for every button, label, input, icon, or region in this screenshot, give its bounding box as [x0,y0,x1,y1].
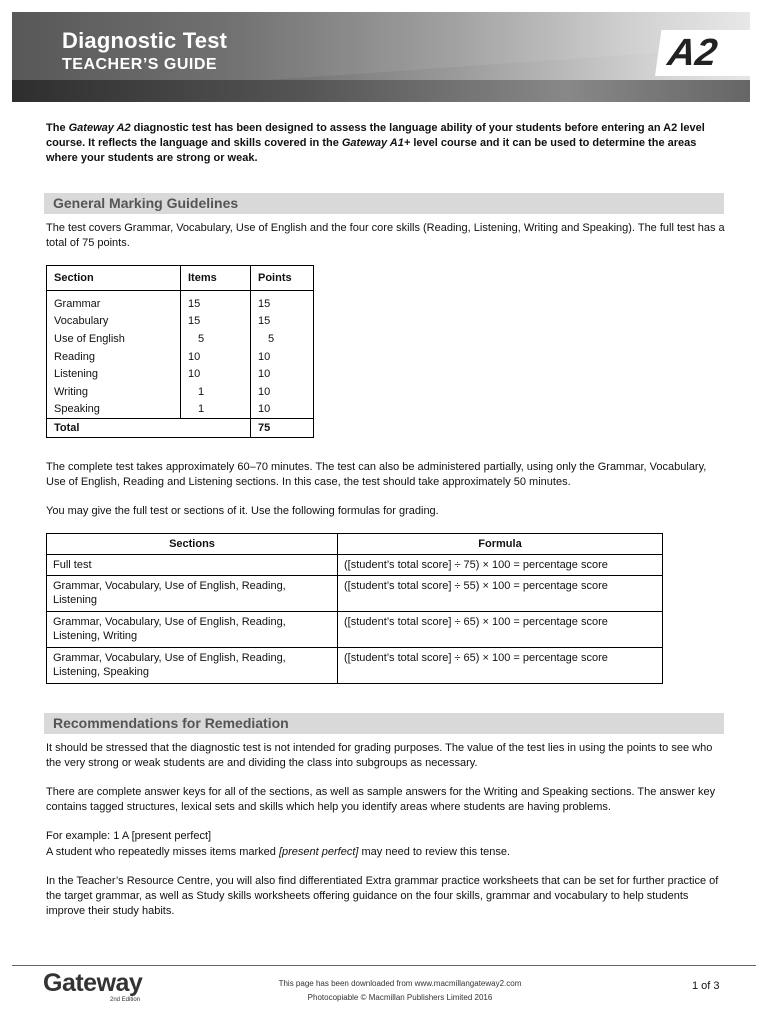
course-name: Gateway A2 [68,122,131,134]
table-header-row [47,534,663,555]
cell-sections: Grammar, Vocabulary, Use of English, Reading, Listening [47,576,338,612]
table-row [47,330,314,348]
cell-items: 10 [181,348,251,366]
cell-items: 15 [181,291,251,313]
remediation-paragraph-2: There are complete answer keys for all of the sections, as well as sample answers for the Writing and Speaking sections. The answer key contains tagged structures, lexical sets and skills which help you identify areas where students are having problems. [46,786,716,813]
example-tag: [present perfect] [278,846,359,858]
download-notice: This page has been downloaded from www.macmillangateway2.com [278,979,522,988]
cell-points: 15 [251,291,314,313]
table-header-row [47,266,314,291]
table-row [47,612,663,648]
table-row [47,555,663,576]
level-badge: A2 [655,30,750,76]
cell-section: Grammar [47,291,181,313]
table-row [47,365,314,383]
example-explanation [46,845,726,860]
cell-points: 10 [251,348,314,366]
formula-intro: You may give the full test or sections of it. Use the following formulas for grading. [46,505,439,517]
intro-paragraph [46,121,726,166]
table-row [47,648,663,684]
cell-points: 10 [251,365,314,383]
column-header: Sections [47,534,338,555]
page-title: Diagnostic Test [62,28,228,53]
cell-section: Vocabulary [47,313,181,331]
example-line: For example: 1 A [present perfect] [46,830,212,842]
column-header: Points [251,266,314,291]
total-label: Total [47,419,251,438]
intro-text: The [46,122,69,134]
cell-items: 5 [181,330,251,348]
footer-divider [12,965,756,966]
cell-items: 1 [181,383,251,401]
column-header: Section [47,266,181,291]
cell-section: Reading [47,348,181,366]
section-heading-general: General Marking Guidelines [44,193,724,214]
general-paragraph: The test covers Grammar, Vocabulary, Use of English and the four core skills (Reading, Listening, Writing and Speaking). The full test has a total of 75 points. [46,222,725,249]
cell-sections: Grammar, Vocabulary, Use of English, Reading, Listening, Speaking [47,648,338,684]
table-row [47,401,314,419]
example-text: may need to review this tense. [358,846,511,858]
table-row [47,313,314,331]
header-banner [12,12,750,102]
cell-items: 15 [181,313,251,331]
time-paragraph: The complete test takes approximately 60–70 minutes. The test can also be administered partially, using only the Grammar, Vocabulary, Use of English, Reading and Listening sections. In this case, the test should take approximately 50 minutes. [46,461,707,488]
example-text: A student who repeatedly misses items marked [46,846,279,858]
cell-formula: ([student’s total score] ÷ 55) × 100 = percentage score [338,576,663,612]
remediation-paragraph-4: In the Teacher’s Resource Centre, you will also find differentiated Extra grammar practice worksheets that can be set for further practice of the target grammar, as well as Study skills worksheets offering guidance on the four skills, grammar and vocabulary to help students improve their study habits. [46,875,719,917]
cell-section: Use of English [47,330,181,348]
intro-text: diagnostic test has been designed to assess the language ability of your students before entering an A2 level course. It reflects the language and skills covered in the [46,122,705,149]
table-row [47,576,663,612]
cell-section: Writing [47,383,181,401]
cell-formula: ([student’s total score] ÷ 65) × 100 = percentage score [338,648,663,684]
page-subtitle: TEACHER’S GUIDE [62,56,218,73]
column-header: Items [181,266,251,291]
points-table [46,265,314,438]
cell-points: 10 [251,401,314,419]
cell-section: Speaking [47,401,181,419]
cell-section: Listening [47,365,181,383]
gateway-logo: Gateway [43,969,143,997]
cell-points: 15 [251,313,314,331]
edition-label: 2nd Edition [110,997,141,1003]
section-heading-remediation: Recommendations for Remediation [44,713,724,734]
column-header: Formula [338,534,663,555]
cell-points: 10 [251,383,314,401]
cell-items: 10 [181,365,251,383]
table-row [47,383,314,401]
course-name: Gateway A1+ [341,137,411,149]
cell-formula: ([student’s total score] ÷ 65) × 100 = percentage score [338,612,663,648]
page-number: 1 of 3 [692,980,720,992]
intro-text: level course and it can be used to determine the areas where your students are strong or weak. [46,137,697,164]
cell-items: 1 [181,401,251,419]
table-total-row [47,419,314,438]
copyright-notice: Photocopiable © Macmillan Publishers Limited 2016 [307,993,493,1002]
cell-points: 5 [251,330,314,348]
formula-table [46,533,663,684]
cell-sections: Full test [47,555,338,576]
remediation-paragraph-1: It should be stressed that the diagnostic test is not intended for grading purposes. The value of the test lies in using the points to see who the very strong or weak students are and dividing the class into subgroups as necessary. [46,742,713,769]
cell-sections: Grammar, Vocabulary, Use of English, Reading, Listening, Writing [47,612,338,648]
table-row [47,348,314,366]
banner-stripe [12,80,750,102]
table-row [47,291,314,313]
total-points: 75 [251,419,314,438]
footer-notice [240,977,560,1005]
cell-formula: ([student’s total score] ÷ 75) × 100 = percentage score [338,555,663,576]
